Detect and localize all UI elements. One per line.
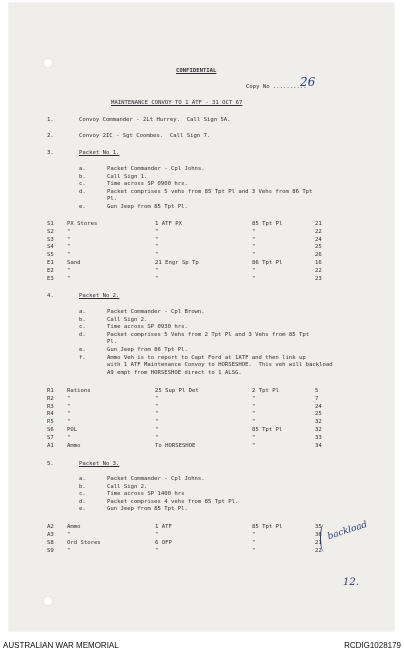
sub-item-text: Ammo Veh is to report to Capt Ford at 1ATF and then link up [107,354,306,361]
load-type: " [67,267,71,274]
sub-item-letter: d. [79,188,86,195]
transport-unit: 85 Tpt Pl [252,427,283,433]
vehicle-number: 34 [315,442,322,449]
paragraph-text: Convoy Commander - 2Lt Hurrey. Call Sign 5A. [79,117,231,123]
paragraph-number: 4. [47,293,54,299]
sub-item-text: A9 empt from HORSESHOE direct to 1 ALSG. [107,369,242,376]
load-source: " [155,411,159,418]
vehicle-number: 5 [315,388,319,394]
load-source: To HORSESHOE [155,442,196,449]
transport-unit: " [252,442,256,449]
sub-item-text: Packet Commander - Cpl Johns. [107,166,205,172]
load-source: " [155,252,159,259]
paragraph-number: 3. [47,150,54,156]
sub-item-text: Pl. [107,196,118,203]
vehicle-serial: S2 [47,228,54,235]
paragraph-number: 2. [47,133,54,139]
transport-unit: " [252,244,256,251]
vehicle-number: 7 [315,395,319,402]
vehicle-number: 16 [315,260,322,266]
sub-item-text: Call Sign 2. [107,316,148,323]
load-type: Ammo [67,442,81,449]
vehicle-serial: A3 [47,532,54,538]
vehicle-number: 35 [315,524,322,530]
load-source: " [155,228,159,235]
transport-unit: " [252,548,256,554]
transport-unit: " [252,434,256,441]
footer-source: AUSTRALIAN WAR MEMORIAL [3,641,119,650]
sub-item-letter: d. [79,498,86,505]
sub-item-letter: e. [79,506,86,513]
load-type: " [67,236,71,243]
sub-item-text: Packet comprises 4 vehs from 85 Tpt Pl. [107,498,239,505]
vehicle-serial: R2 [47,395,54,402]
vehicle-serial: S1 [47,221,54,227]
vehicle-number: 33 [315,434,322,441]
sub-item-text: Time across SP 1400 hrs [107,491,185,498]
sub-item-text: Time across SP 0930 hrs. [107,324,188,331]
vehicle-number: 24 [315,236,322,243]
load-type: " [67,395,71,402]
sub-item-letter: a. [79,309,86,315]
sub-item-letter: e. [79,204,86,210]
load-source: " [155,236,159,243]
vehicle-number: 32 [315,419,322,426]
load-type: Ammo [67,524,81,530]
margin-note-handwritten: backload [326,519,369,543]
vehicle-serial: S7 [47,434,54,441]
sub-item-text: Call Sign 1. [107,173,148,180]
vehicle-number: 32 [315,427,322,433]
vehicle-serial: A2 [47,524,54,530]
vehicle-number: 36 [315,532,322,538]
load-type: Ord Stores [67,540,101,546]
sub-item-letter: c. [79,491,86,498]
packet-heading: Packet No 2. [79,293,120,299]
transport-unit: " [252,236,256,243]
vehicle-number: 23 [315,275,322,282]
sub-item-letter: c. [79,181,86,188]
load-source: 25 Sup Pl Det [155,388,199,394]
load-type: " [67,411,71,418]
load-source: " [155,395,159,402]
vehicle-serial: E1 [47,260,54,266]
vehicle-serial: S8 [47,540,54,546]
vehicle-number: 24 [315,403,322,410]
load-type: " [67,532,71,538]
load-source: 1 ATF [155,524,172,530]
archive-footer [0,633,404,654]
sub-item-text: Pl. [107,339,118,346]
transport-unit: 85 Tpt Pl [252,221,283,227]
sub-item-text: Gun Jeep from 85 Tpt Pl. [107,506,188,513]
transport-unit: " [252,395,256,402]
load-type: " [67,252,71,259]
load-source: " [155,267,159,274]
vehicle-serial: R5 [47,419,54,426]
vehicle-serial: S5 [47,252,54,259]
transport-unit: " [252,403,256,410]
load-source: " [155,419,159,426]
load-source: " [155,403,159,410]
load-type: " [67,228,71,235]
transport-unit: " [252,532,256,538]
punch-hole [43,58,53,68]
vehicle-number: 22 [315,267,322,274]
vehicle-number: 22 [315,228,322,235]
sub-item-text: Gun Jeep from 85 Tpt Pl. [107,204,188,210]
copy-number-label: Copy No .......... [246,84,307,90]
load-type: " [67,419,71,426]
sub-item-text: Time across SP 0900 hrs. [107,181,188,188]
load-source: " [155,275,159,282]
sub-item-letter: e. [79,347,86,353]
transport-unit: " [252,267,256,274]
sub-item-letter: b. [79,483,86,490]
transport-unit: " [252,540,256,546]
load-type: " [67,434,71,441]
load-source: " [155,427,159,433]
punch-hole [43,596,53,606]
paragraph-number: 1. [47,117,54,123]
transport-unit: " [252,228,256,235]
vehicle-serial: E3 [47,275,54,282]
load-source: 1 ATF PX [155,221,182,227]
load-type: Sand [67,260,81,266]
vehicle-serial: R4 [47,411,54,418]
packet-heading: Packet No 1. [79,150,120,156]
load-source: " [155,548,159,554]
load-source: " [155,532,159,538]
footer-reference: RCDIG1028179 [344,641,401,650]
sub-item-text: with 1 ATF Maintenance Convoy to HORSESHOE. This veh will backload [107,362,333,369]
load-source: 6 OFP [155,540,172,546]
vehicle-number: 26 [315,252,322,259]
transport-unit: " [252,252,256,259]
load-type: POL [67,427,78,433]
sub-item-text: Call Sign 2. [107,483,148,490]
sub-item-text: Gun Jeep from 86 Tpt Pl. [107,347,188,353]
vehicle-serial: S6 [47,427,54,433]
transport-unit: " [252,419,256,426]
load-type: Rations [67,388,91,394]
vehicle-serial: R1 [47,388,54,394]
transport-unit: 85 Tpt Pl [252,524,283,530]
sub-item-text: Packet Commander - Cpl Brown. [107,309,205,315]
sub-item-letter: f. [79,354,86,361]
vehicle-number: 21 [315,221,322,227]
document-title: MAINTENANCE CONVOY TO 1 ATF - 31 OCT 67 [111,100,243,106]
sub-item-letter: a. [79,166,86,172]
vehicle-serial: A1 [47,442,54,449]
sub-item-text: Packet comprises 5 vehs from 85 Tpt Pl and 3 Vehs from 86 Tpt [107,188,313,195]
load-source: " [155,434,159,441]
load-type: PX Stores [67,221,98,227]
vehicle-number: 25 [315,411,322,418]
vehicle-serial: S3 [47,236,54,243]
sub-item-letter: d. [79,331,86,338]
sub-item-letter: b. [79,316,86,323]
load-type: " [67,275,71,282]
vehicle-serial: S4 [47,244,54,251]
load-source: " [155,244,159,251]
sub-item-letter: c. [79,324,86,331]
vehicle-serial: R3 [47,403,54,410]
vehicle-serial: E2 [47,267,54,274]
packet-heading: Packet No 3. [79,461,120,467]
load-type: " [67,403,71,410]
copy-number-handwritten: 26 [300,75,316,89]
transport-unit: " [252,275,256,282]
transport-unit: 2 Tpt Pl [252,388,279,394]
load-type: " [67,244,71,251]
page-mark-handwritten: 12. [343,577,359,588]
sub-item-text: Packet comprises 5 Vehs from 2 Tpt Pl and 3 Vehs from 85 Tpt [107,331,310,338]
vehicle-number: 22 [315,548,322,554]
vehicle-number: 25 [315,244,322,251]
vehicle-serial: S9 [47,548,54,554]
transport-unit: 86 Tpt Pl [252,260,283,266]
load-type: " [67,548,71,554]
transport-unit: " [252,411,256,418]
sub-item-text: Packet Commander - Cpl Johns. [107,476,205,482]
sub-item-letter: b. [79,173,86,180]
load-source: 21 Engr Sp Tp [155,260,199,266]
paragraph-text: Convoy 2IC - Sgt Coombes. Call Sign 7. [79,133,211,139]
sub-item-letter: a. [79,476,86,482]
paragraph-number: 5. [47,461,54,467]
classification-heading: CONFIDENTIAL [176,68,217,74]
vehicle-number: 21 [315,540,322,546]
